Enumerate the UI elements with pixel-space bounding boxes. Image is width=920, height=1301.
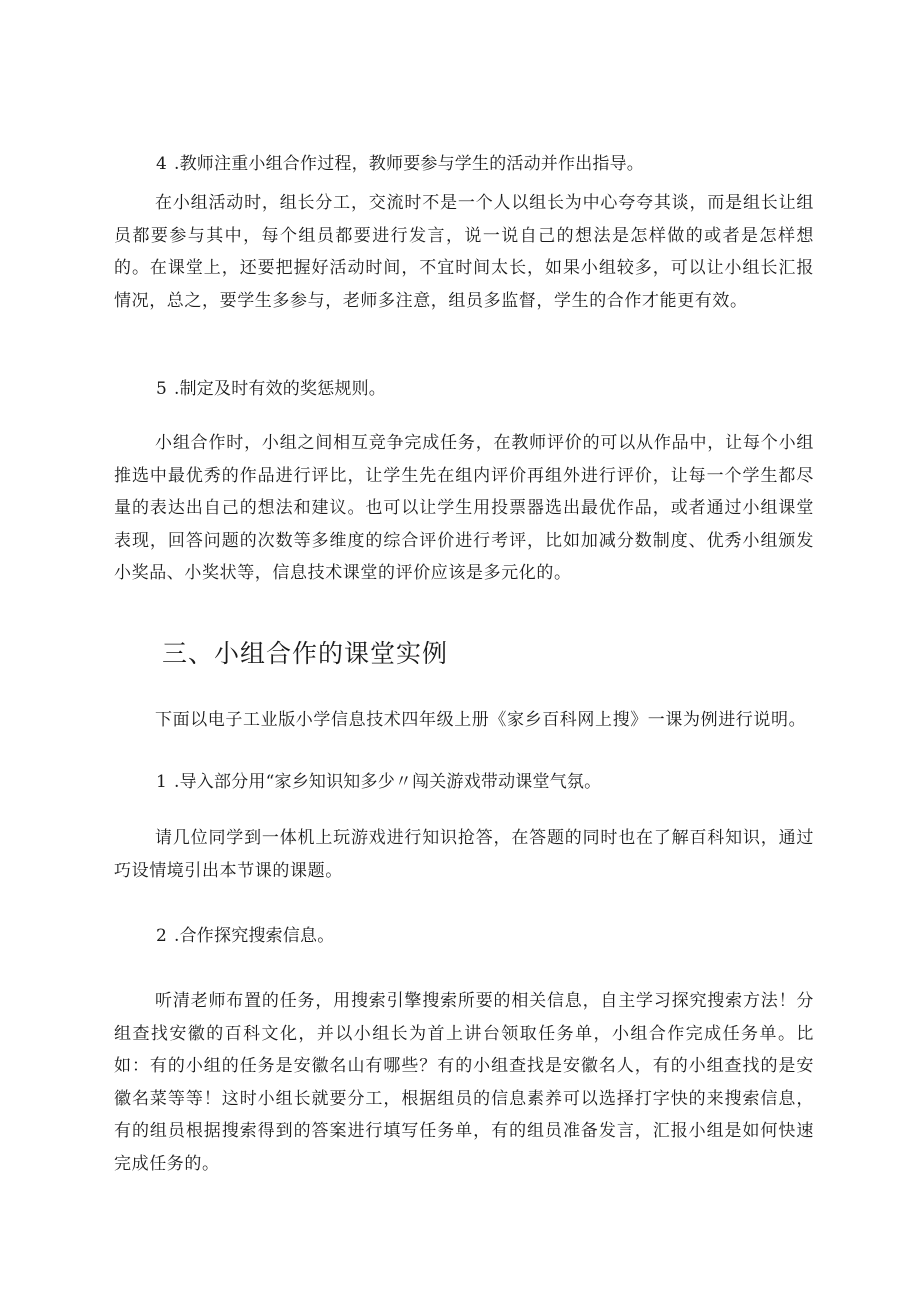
item-heading-text: .合作探究搜索信息。 — [174, 926, 335, 946]
item-number: 1 — [156, 772, 168, 792]
section-heading-3: 三、小组合作的课堂实例 — [162, 639, 449, 668]
step-heading-1 — [156, 770, 601, 794]
item-number: 4 — [156, 154, 168, 174]
paragraph-example-intro: 下面以电子工业版小学信息技术四年级上册《家乡百科网上搜》一课为例进行说明。 — [155, 710, 807, 730]
paragraph-reward-rules: 小组合作时，小组之间相互竞争完成任务，在教师评价的可以从作品中，让每个小组推选中最优秀的作品进行评比，让学生先在组内评价再组外进行评价，让每一个学生都尽量的表达出自己的想法和建议。也可以让学生用投票器选出最优作品，或者通过小组课堂表现，回答问题的次数等多维度的综合评价进行考评，比如加减分数制度、优秀小组颁发小奖品、小奖状等，信息技术课堂的评价应该是多元化的。 — [114, 433, 814, 583]
item-number: 5 — [156, 379, 168, 399]
item-heading-text: .制定及时有效的奖惩规则。 — [174, 379, 387, 399]
item-heading-text: .教师注重小组合作过程，教师要参与学生的活动并作出指导。 — [174, 154, 645, 174]
paragraph-game-intro: 请几位同学到一体机上玩游戏进行知识抢答，在答题的同时也在了解百科知识，通过巧设情境引出本节课的课题。 — [114, 828, 814, 881]
item-heading-text: .导入部分用“家乡知识知多少〃闯关游戏带动课堂气氛。 — [174, 772, 602, 792]
item-heading-4 — [156, 152, 644, 176]
item-number: 2 — [156, 926, 168, 946]
item-heading-5 — [156, 377, 386, 401]
step-heading-2 — [156, 924, 334, 948]
paragraph-search-task: 听清老师布置的任务，用搜索引擎搜索所要的相关信息，自主学习探究搜索方法！分组查找安徽的百科文化，并以小组长为首上讲台领取任务单，小组合作完成任务单。比如：有的小组的任务是安徽名山有哪些？有的小组查找是安徽名人，有的小组查找的是安徽名菜等等！这时小组长就要分工，根据组员的信息素养可以选择打字快的来搜索信息，有的组员根据搜索得到的答案进行填写任务单，有的组员准备发言，汇报小组是如何快速完成任务的。 — [114, 991, 814, 1174]
paragraph-group-activity: 在小组活动时，组长分工，交流时不是一个人以组长为中心夸夸其谈，而是组长让组员都要参与其中，每个组员都要进行发言，说一说自己的想法是怎样做的或者是怎样想的。在课堂上，还要把握好活动时间，不宜时间太长，如果小组较多，可以让小组长汇报情况，总之，要学生多参与，老师多注意，组员多监督，学生的合作才能更有效。 — [114, 193, 814, 311]
